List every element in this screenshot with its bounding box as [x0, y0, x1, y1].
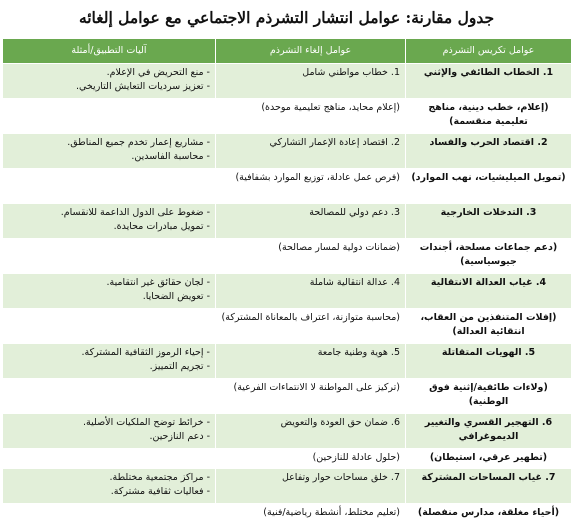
factor-cell: 4. غياب العدالة الانتقالية — [406, 274, 572, 309]
header-cell: عوامل إلغاء التشرذم — [216, 39, 406, 64]
factor-cell: (إعلام، خطب دينية، مناهج تعليمية منقسمة) — [406, 99, 572, 134]
solution-cell: (تعليم مختلط، أنشطة رياضية/فنية) — [216, 504, 406, 526]
table-row — [3, 504, 572, 526]
factor-cell: 5. الهويات المتقاتلة — [406, 344, 572, 379]
solution-cell: (تركيز على المواطنة لا الانتماءات الفرعية) — [216, 379, 406, 414]
table-row — [3, 309, 572, 344]
mechanism-item: - إحياء الرموز الثقافية المشتركة. — [81, 347, 210, 358]
factor-cell: (أحياء مغلقة، مدارس منفصلة) — [406, 504, 572, 526]
table-row — [3, 274, 572, 309]
table-row — [3, 449, 572, 469]
table-row — [3, 469, 572, 504]
solution-cell: 2. اقتصاد إعادة الإعمار التشاركي — [216, 134, 406, 169]
factor-cell: 2. اقتصاد الحرب والفساد — [406, 134, 572, 169]
solution-cell: (فرص عمل عادلة، توزيع الموارد بشفافية) — [216, 169, 406, 204]
factor-cell: (تطهير عرقي، استيطان) — [406, 449, 572, 469]
mechanism-item: - لجان حقائق غير انتقامية. — [106, 277, 210, 288]
mechanism-cell — [3, 134, 216, 169]
mechanism-cell — [3, 504, 216, 526]
mechanism-cell — [3, 239, 216, 274]
solution-cell: (محاسبة متوازنة، اعتراف بالمعاناة المشتركة) — [216, 309, 406, 344]
mechanism-item: - تجريم التمييز. — [149, 360, 210, 372]
mechanism-item: - تعويض الضحايا. — [142, 290, 210, 302]
solution-cell: (إعلام محايد، مناهج تعليمية موحدة) — [216, 99, 406, 134]
mechanism-cell — [3, 414, 216, 449]
header-cell: آليات التطبيق/أمثلة — [3, 39, 216, 64]
table-row — [3, 99, 572, 134]
table-row — [3, 414, 572, 449]
solution-cell: (ضمانات دولية لمسار مصالحة) — [216, 239, 406, 274]
mechanism-cell — [3, 169, 216, 204]
mechanism-cell — [3, 99, 216, 134]
table-row — [3, 169, 572, 204]
solution-cell: 7. خلق مساحات حوار وتفاعل — [216, 469, 406, 504]
table-row — [3, 344, 572, 379]
comparison-table — [2, 38, 572, 526]
solution-cell: 4. عدالة انتقالية شاملة — [216, 274, 406, 309]
factor-cell: 6. التهجير القسري والتغيير الديموغرافي — [406, 414, 572, 449]
factor-cell: (إفلات المتنفذين من العقاب، انتقائية العدالة) — [406, 309, 572, 344]
mechanism-item: - تعزيز سرديات التعايش التاريخي. — [75, 80, 210, 92]
mechanism-item: - خرائط توضح الملكيات الأصلية. — [82, 417, 210, 428]
solution-cell: (حلول عادلة للنازحين) — [216, 449, 406, 469]
mechanism-cell — [3, 449, 216, 469]
mechanism-item: - دعم النازحين. — [149, 430, 210, 442]
solution-cell: 6. ضمان حق العودة والتعويض — [216, 414, 406, 449]
table-row — [3, 64, 572, 99]
mechanism-item: - ضغوط على الدول الداعمة للانقسام. — [60, 207, 210, 218]
mechanism-item: - مراكز مجتمعية مختلطة. — [109, 472, 210, 483]
factor-cell: (ولاءات طائفية/إثنية فوق الوطنية) — [406, 379, 572, 414]
factor-cell: (دعم جماعات مسلحة، أجندات جيوسياسية) — [406, 239, 572, 274]
factor-cell: 7. غياب المساحات المشتركة — [406, 469, 572, 504]
mechanism-item: - مشاريع إعمار تخدم جميع المناطق. — [67, 137, 210, 148]
mechanism-cell — [3, 344, 216, 379]
table-row — [3, 134, 572, 169]
table-row — [3, 239, 572, 274]
mechanism-cell — [3, 469, 216, 504]
mechanism-cell — [3, 64, 216, 99]
factor-cell: 1. الخطاب الطائفي والإثني — [406, 64, 572, 99]
mechanism-item: - منع التحريض في الإعلام. — [106, 67, 210, 78]
solution-cell: 3. دعم دولي للمصالحة — [216, 204, 406, 239]
solution-cell: 1. خطاب مواطني شامل — [216, 64, 406, 99]
page-title: جدول مقارنة: عوامل انتشار التشرذم الاجتماعي مع عوامل إلغائه — [78, 8, 495, 27]
mechanism-cell — [3, 379, 216, 414]
mechanism-cell — [3, 204, 216, 239]
table-row — [3, 204, 572, 239]
mechanism-item: - تمويل مبادرات محايدة. — [113, 220, 210, 232]
factor-cell: (تمويل الميليشيات، نهب الموارد) — [406, 169, 572, 204]
header-cell: عوامل تكريس التشرذم — [406, 39, 572, 64]
mechanism-cell — [3, 309, 216, 344]
mechanism-cell — [3, 274, 216, 309]
solution-cell: 5. هوية وطنية جامعة — [216, 344, 406, 379]
table-row — [3, 379, 572, 414]
mechanism-item: - محاسبة الفاسدين. — [131, 150, 210, 162]
mechanism-item: - فعاليات ثقافية مشتركة. — [110, 485, 210, 497]
factor-cell: 3. التدخلات الخارجية — [406, 204, 572, 239]
header-row — [3, 39, 572, 64]
